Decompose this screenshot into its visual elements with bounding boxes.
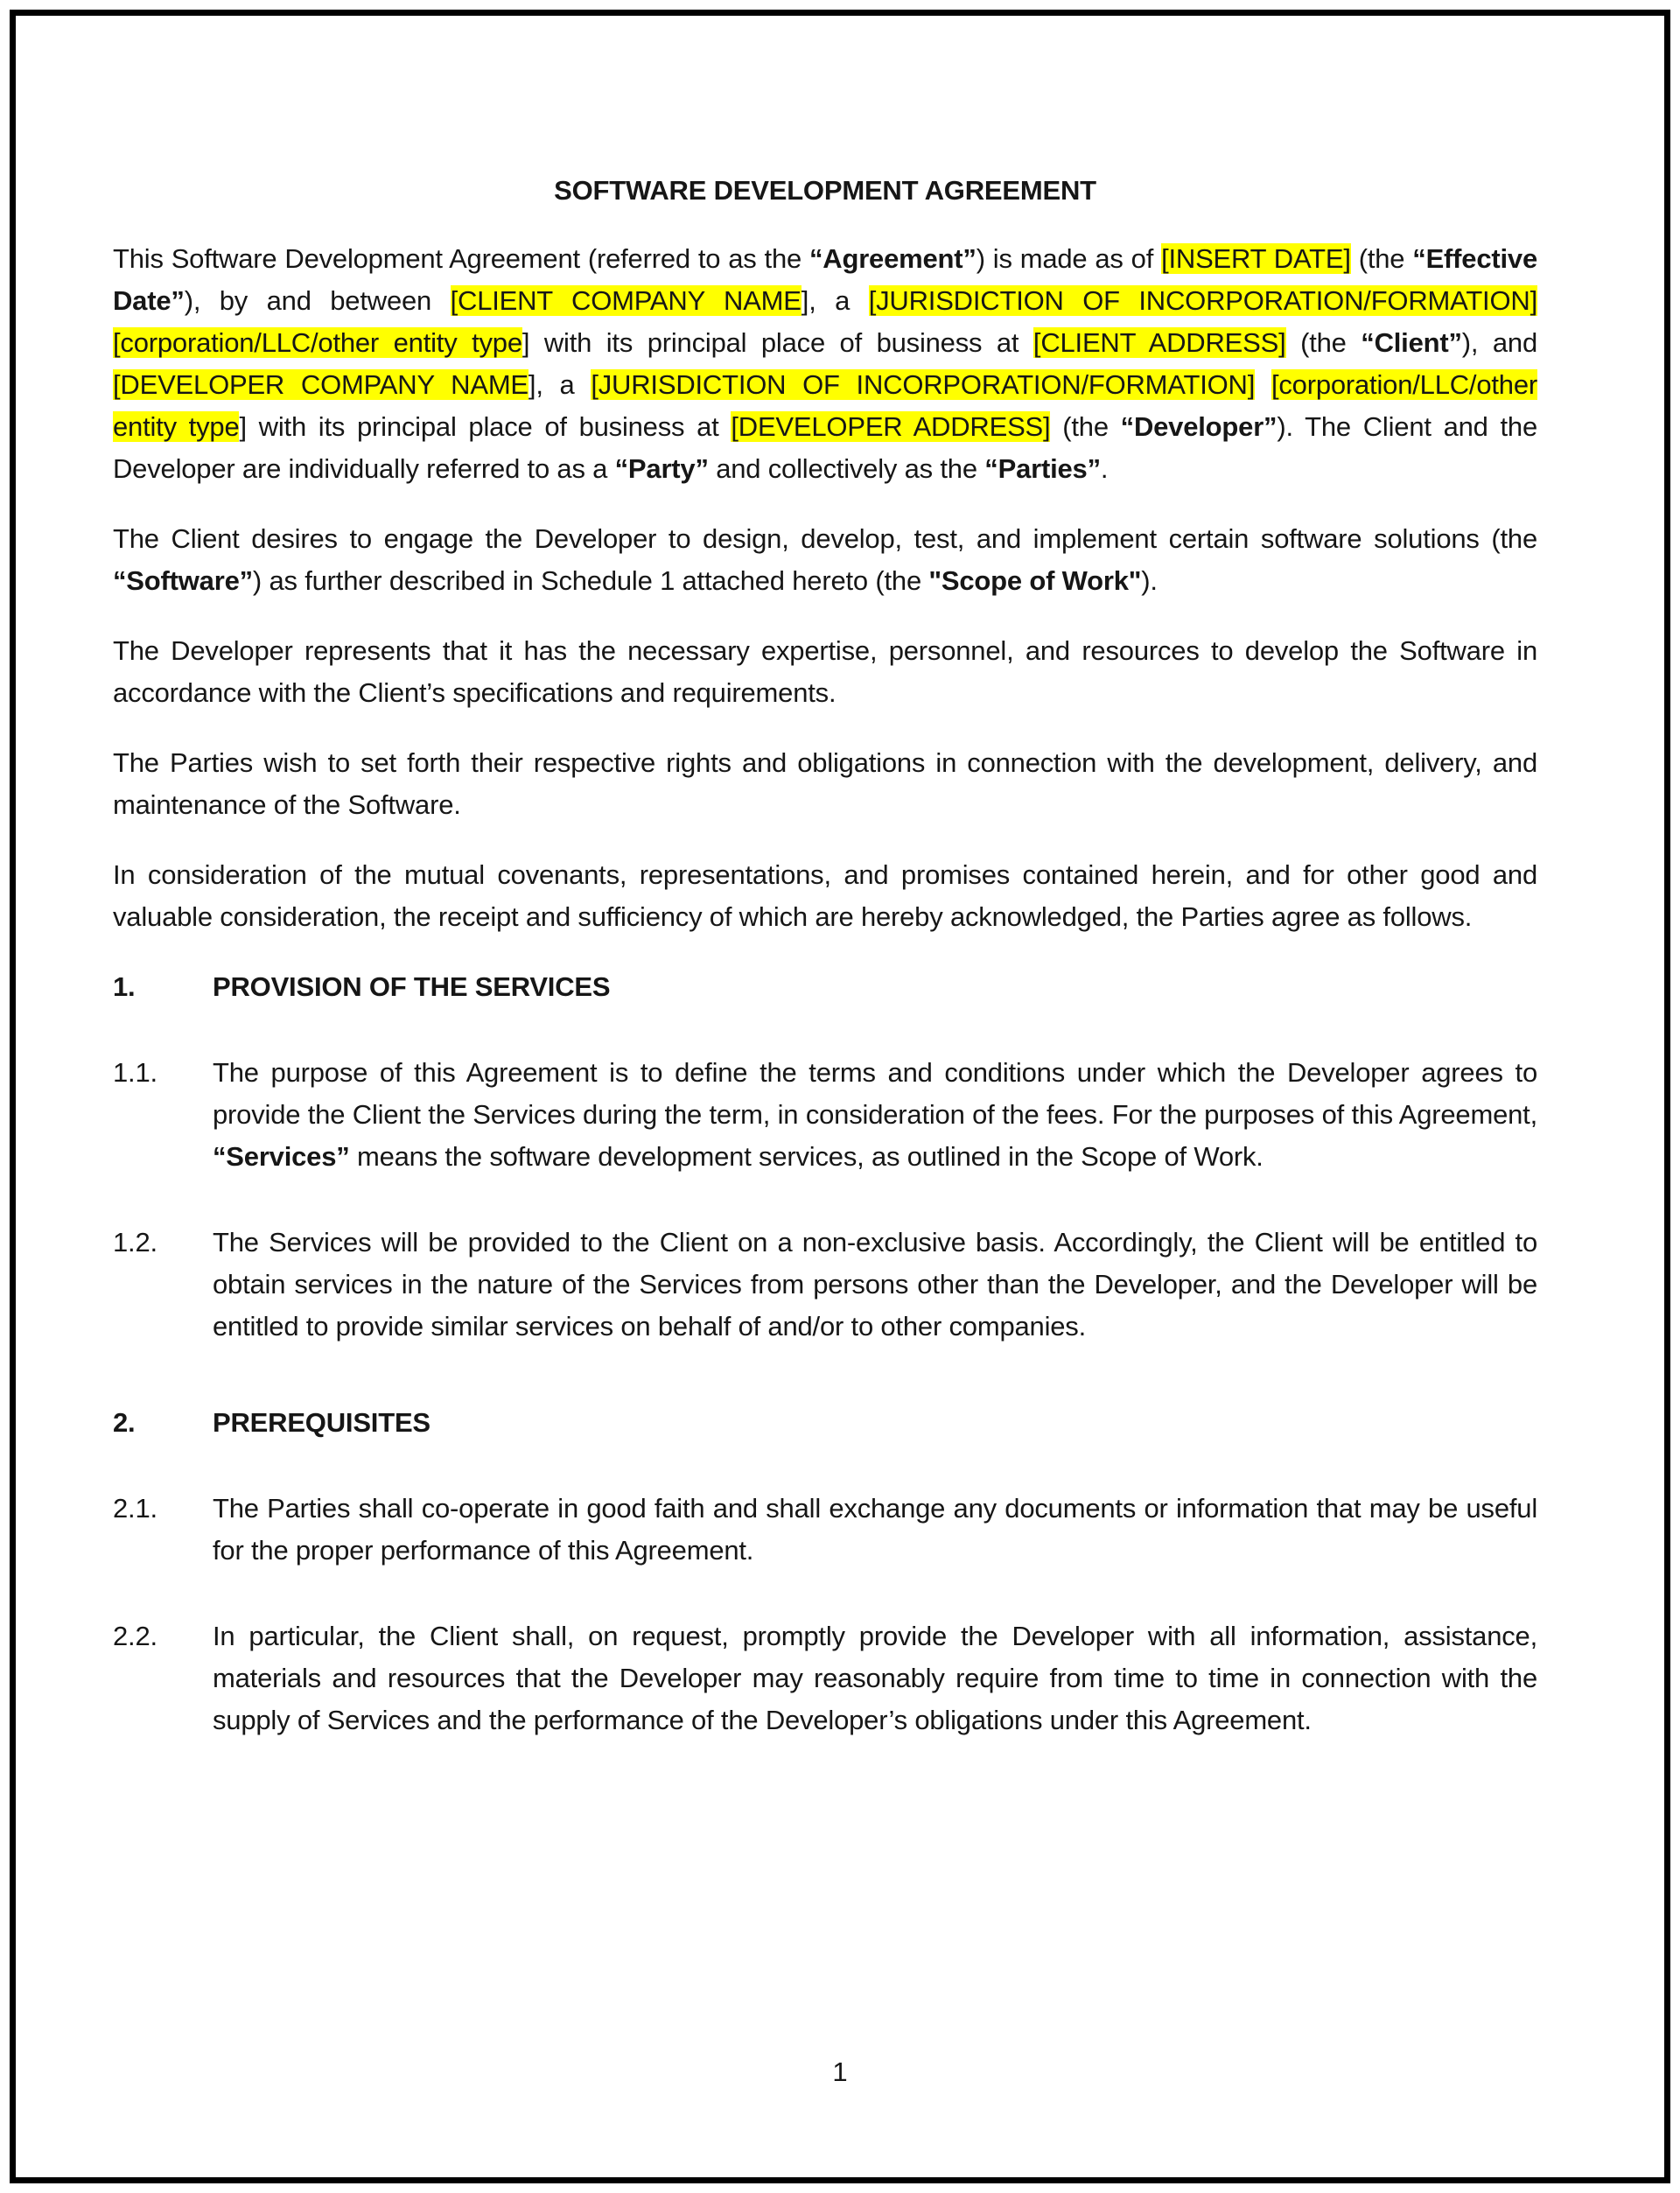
highlighted-placeholder: [DEVELOPER COMPANY NAME [113, 369, 528, 400]
clause [113, 1488, 1537, 1572]
text-run: The Developer represents that it has the necessary expertise, personnel, and resources to develop the Software in accordance with the Client’s specifications and requirements. [113, 635, 1537, 708]
intro-paragraph [113, 630, 1537, 714]
text-run: In particular, the Client shall, on request, promptly provide the Developer with all information, assistance, materials and resources that the Developer may reasonably require from time to time in connection with the supply of Services and the performance of the Developer’s obligations under this Agreement. [213, 1621, 1537, 1735]
text-run: ) as further described in Schedule 1 attached hereto (the [252, 565, 929, 596]
text-run: ), by and between [184, 285, 451, 316]
numbered-sections [113, 966, 1537, 1741]
defined-term: “Client” [1361, 327, 1462, 358]
clause-text [213, 1615, 1537, 1741]
highlighted-placeholder: [CLIENT ADDRESS] [1032, 327, 1286, 358]
text-run: (the [1285, 327, 1362, 358]
text-run: ) is made as of [976, 243, 1162, 274]
text-run: ). [1141, 565, 1158, 596]
text-run: (the [1050, 411, 1121, 442]
text-run: The purpose of this Agreement is to define the terms and conditions under which the Developer agrees to provide the Client the Services during the term, in consideration of the fees. For the purposes of this Agreement, [213, 1057, 1537, 1130]
section-heading: PREREQUISITES [213, 1407, 430, 1438]
section-heading-row [113, 966, 1537, 1008]
highlighted-placeholder: [CLIENT COMPANY NAME [450, 285, 802, 316]
clause [113, 1615, 1537, 1741]
text-run: and collectively as the [708, 453, 985, 484]
page-number: 1 [832, 2056, 848, 2087]
section-number: 2. [113, 1407, 136, 1438]
clause-text [213, 1488, 1537, 1572]
agreement-section [113, 1402, 1537, 1741]
clause-number: 1.2. [113, 1227, 158, 1258]
document-content [113, 170, 1537, 1741]
intro-paragraph [113, 854, 1537, 938]
highlighted-placeholder: [corporation/LLC/other entity type [113, 369, 1537, 442]
highlighted-placeholder: [corporation/LLC/other entity type [113, 327, 522, 358]
text-run: ] with its principal place of business at [239, 411, 732, 442]
defined-term: “Agreement” [808, 243, 976, 274]
text-run: (the [1350, 243, 1413, 274]
text-run: The Client desires to engage the Developer to design, develop, test, and implement certain software solutions (the [113, 523, 1537, 554]
intro-paragraphs [113, 238, 1537, 938]
defined-term: “Parties” [984, 453, 1101, 484]
text-run: . [1100, 453, 1109, 484]
clause-number: 2.1. [113, 1493, 158, 1524]
text-run: In consideration of the mutual covenants, representations, and promises contained herein, and for other good and valuable consideration, the receipt and sufficiency of which are hereby acknowledged, the Parties agree as follows. [113, 859, 1537, 932]
section-heading: PROVISION OF THE SERVICES [213, 971, 611, 1002]
text-run: ] with its principal place of business at [522, 327, 1033, 358]
highlighted-placeholder: [JURISDICTION OF INCORPORATION/FORMATION] [591, 369, 1256, 400]
defined-term: “Party” [614, 453, 709, 484]
text-run [1255, 369, 1271, 400]
highlighted-placeholder: [DEVELOPER ADDRESS] [731, 411, 1051, 442]
defined-term: “Effective Date” [113, 243, 1537, 316]
text-run: ), and [1461, 327, 1537, 358]
text-run: means the software development services, as outlined in the Scope of Work. [349, 1141, 1264, 1172]
defined-term: “Developer” [1120, 411, 1278, 442]
text-run: ], a [801, 285, 869, 316]
text-run: This Software Development Agreement (referred to as the [113, 243, 809, 274]
section-number: 1. [113, 971, 136, 1002]
text-run: The Parties shall co-operate in good faith and shall exchange any documents or information that may be useful for the proper performance of this Agreement. [213, 1493, 1537, 1566]
highlighted-placeholder: [INSERT DATE] [1161, 243, 1351, 274]
text-run: ], a [528, 369, 592, 400]
section-heading-row [113, 1402, 1537, 1444]
document-title: SOFTWARE DEVELOPMENT AGREEMENT [554, 175, 1096, 206]
defined-term: "Scope of Work" [928, 565, 1142, 596]
defined-term: “Services” [213, 1141, 350, 1172]
agreement-section [113, 966, 1537, 1348]
clause-number: 2.2. [113, 1621, 158, 1651]
clause-text [213, 1052, 1537, 1178]
intro-paragraph [113, 742, 1537, 826]
text-run: The Services will be provided to the Client on a non-exclusive basis. Accordingly, the Client will be entitled to obtain services in the nature of the Services from persons other than the Developer, and the Developer will be entitled to provide similar services on behalf of and/or to other companies. [213, 1227, 1537, 1342]
clause [113, 1222, 1537, 1348]
text-run: The Parties wish to set forth their respective rights and obligations in connection with the development, delivery, and maintenance of the Software. [113, 747, 1537, 820]
highlighted-placeholder: [JURISDICTION OF INCORPORATION/FORMATION] [868, 285, 1537, 316]
clause [113, 1052, 1537, 1178]
intro-paragraph [113, 518, 1537, 602]
defined-term: “Software” [113, 565, 253, 596]
clause-text [213, 1222, 1537, 1348]
text-run: ). The Client and the Developer are individually referred to as a [113, 411, 1537, 484]
intro-paragraph [113, 238, 1537, 490]
clause-number: 1.1. [113, 1057, 158, 1088]
